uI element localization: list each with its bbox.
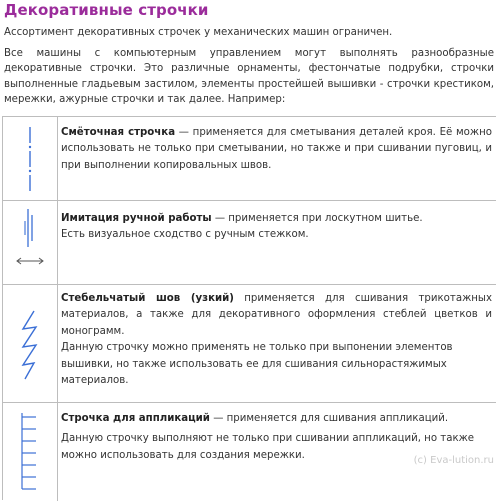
stitch-term: Смёточная строчка (61, 127, 176, 138)
basting-stitch-icon (3, 117, 57, 201)
stitch-text: — применяется для сметывания деталей кроя. Её можно использовать не только при сметывании, но также и при сшивании пуговиц, и при выполнении копировальных швов. (61, 127, 492, 171)
description-paragraph: Все машины с компьютерным управлением могут выполнять разнообразные декоративные строчки. Это различные орнаменты, фестончатые подрубки, строчки выполненные гладьевым застилом, элементы простейшей вышивки - строчки крестиком, мережки, ажурные строчки и так далее. Например: (4, 48, 494, 105)
stitch-text-extra: Данную строчку выполняют не только при сшивании аппликаций, но также можно использовать для создания мережки. (61, 433, 475, 461)
stitch-text: — применяется для сшивания аппликаций. (209, 413, 449, 424)
stitch-term: Имитация ручной работы (61, 213, 212, 224)
stitch-text-extra: Есть визуальное сходство с ручным стежком. (61, 229, 309, 241)
intro-text: Ассортимент декоративных строчек у механических машин ограничен. (4, 27, 393, 38)
table-row (3, 117, 496, 201)
table-row (3, 403, 496, 501)
page-title: Декоративные строчки (4, 1, 209, 19)
stitch-text: — применяется при лоскутном шитье. (211, 213, 423, 224)
stitch-icon-cell (3, 403, 58, 501)
stitch-icon-cell (3, 285, 58, 402)
stitch-icon-cell (3, 201, 58, 284)
table-row (3, 285, 496, 403)
watermark: (c) Eva-lution.ru (413, 455, 494, 466)
stitch-description (61, 291, 492, 389)
stem-stitch-icon (3, 285, 57, 403)
applique-stitch-icon (3, 403, 57, 501)
stitch-icon-cell (3, 117, 58, 200)
stitch-text: применяется для сшивания трикотажных материалов, а также для декоративного оформления стеблей цветков и монограмм. (61, 293, 492, 337)
stitch-description (61, 125, 492, 174)
hand-stitch-imitation-icon (3, 201, 57, 285)
stitch-text-extra: Данную строчку можно применять не только при выпонении элементов вышивки, но также использовать ее для сшивания сильнорастяжимых материалов. (61, 342, 453, 387)
stitch-term: Строчка для аппликаций (61, 413, 210, 424)
stitch-term: Стебельчатый шов (узкий) (61, 293, 234, 304)
stitch-table (2, 116, 496, 500)
stitch-description (61, 211, 492, 244)
table-row (3, 201, 496, 285)
